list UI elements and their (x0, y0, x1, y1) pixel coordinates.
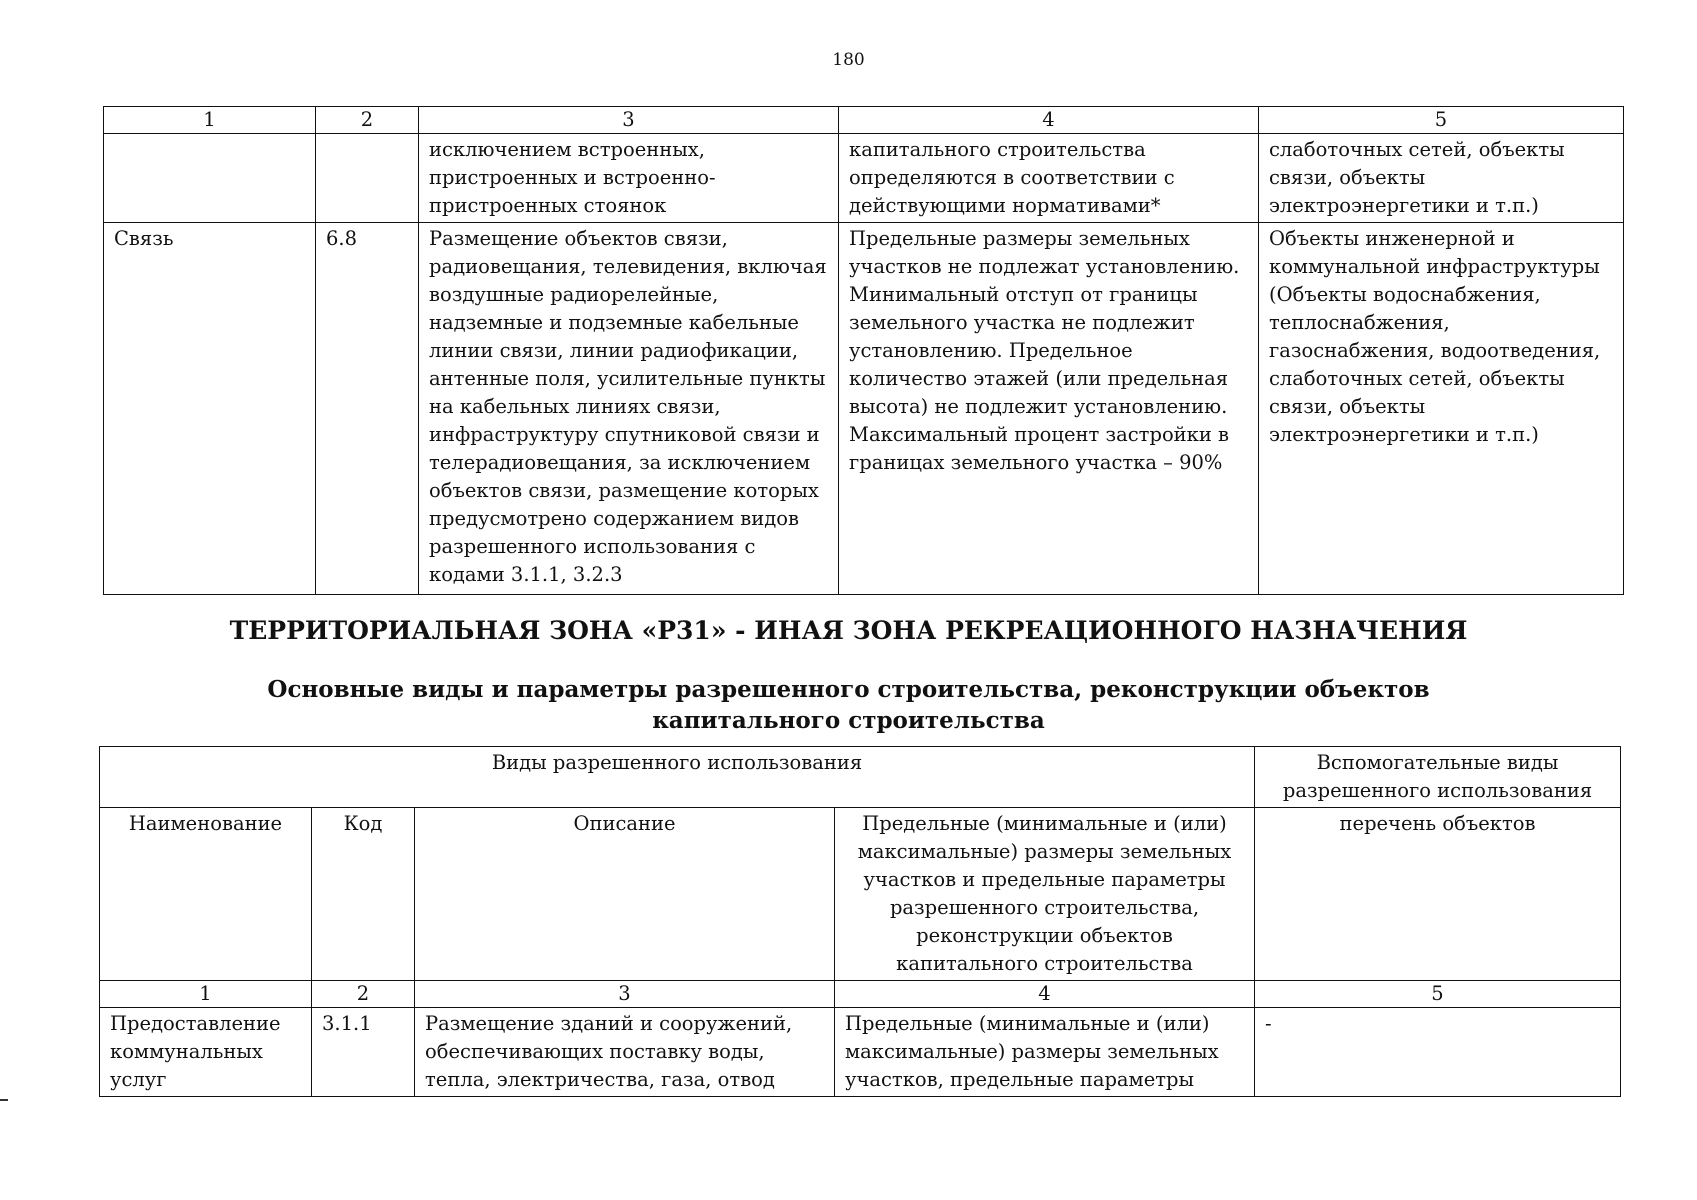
column-number: 1 (104, 107, 316, 134)
section-title: Основные виды и параметры разрешенного строительства, реконструкции объектов капитального строительства (267, 676, 1430, 734)
table-row (100, 1008, 1621, 1097)
column-number: 5 (1259, 107, 1624, 134)
table-group-header-row (100, 747, 1621, 808)
header-name: Наименование (100, 808, 312, 981)
column-number: 2 (312, 981, 415, 1008)
top-table (103, 106, 1624, 595)
cell-parameters: капитального строительства определяются в соответствии с действующими нормативами* (839, 134, 1259, 223)
cell-description: исключением встроенных, пристроенных и встроенно-пристроенных стоянок (419, 134, 839, 223)
cell-code: 3.1.1 (312, 1008, 415, 1097)
column-number: 3 (415, 981, 835, 1008)
cell-auxiliary: слаботочных сетей, объекты связи, объекты электроэнергетики и т.п.) (1259, 134, 1624, 223)
cell-name: Связь (104, 223, 316, 595)
column-number: 4 (835, 981, 1255, 1008)
header-parameters: Предельные (минимальные и (или) максимальные) размеры земельных участков и предельные параметры разрешенного строительства, реконструкции объектов капитального строительства (835, 808, 1255, 981)
cell-parameters: Предельные размеры земельных участков не подлежат установлению. Минимальный отступ от границы земельного участка не подлежит установлению. Предельное количество этажей (или предельная высота) не подлежит установлению. Максимальный процент застройки в границах земельного участка – 90% (839, 223, 1259, 595)
cell-description: Размещение объектов связи, радиовещания, телевидения, включая воздушные радиорелейные, надземные и подземные кабельные линии связи, линии радиофикации, антенные поля, усилительные пункты на кабельных линиях связи, инфраструктуру спутниковой связи и телерадиовещания, за исключением объектов связи, размещение которых предусмотрено содержанием видов разрешенного использования с кодами 3.1.1, 3.2.3 (419, 223, 839, 595)
cell-parameters: Предельные (минимальные и (или) максимальные) размеры земельных участков, предельные параметры (835, 1008, 1255, 1097)
header-code: Код (312, 808, 415, 981)
cell-description: Размещение зданий и сооружений, обеспечивающих поставку воды, тепла, электричества, газа, отвод (415, 1008, 835, 1097)
column-number: 3 (419, 107, 839, 134)
group-header: Виды разрешенного использования (100, 747, 1255, 808)
cell-auxiliary: - (1255, 1008, 1621, 1097)
scan-margin-mark (0, 1099, 8, 1101)
cell-name (104, 134, 316, 223)
cell-name: Предоставление коммунальных услуг (100, 1008, 312, 1097)
header-description: Описание (415, 808, 835, 981)
column-number: 4 (839, 107, 1259, 134)
table-number-row (100, 981, 1621, 1008)
cell-code (316, 134, 419, 223)
cell-code: 6.8 (316, 223, 419, 595)
table-row (104, 223, 1624, 595)
table-column-header-row (100, 808, 1621, 981)
column-number: 5 (1255, 981, 1621, 1008)
page-number: 180 (832, 50, 865, 70)
zone-title: ТЕРРИТОРИАЛЬНАЯ ЗОНА «Р31» - ИНАЯ ЗОНА РЕКРЕАЦИОННОГО НАЗНАЧЕНИЯ (229, 616, 1468, 645)
aux-header: Вспомогательные виды разрешенного использования (1255, 747, 1621, 808)
column-number: 2 (316, 107, 419, 134)
cell-auxiliary: Объекты инженерной и коммунальной инфраструктуры (Объекты водоснабжения, теплоснабжения, газоснабжения, водоотведения, слаботочных сетей, объекты связи, объекты электроэнергетики и т.п.) (1259, 223, 1624, 595)
table-number-row (104, 107, 1624, 134)
column-number: 1 (100, 981, 312, 1008)
header-aux-list: перечень объектов (1255, 808, 1621, 981)
table-row (104, 134, 1624, 223)
bottom-table (99, 746, 1621, 1097)
